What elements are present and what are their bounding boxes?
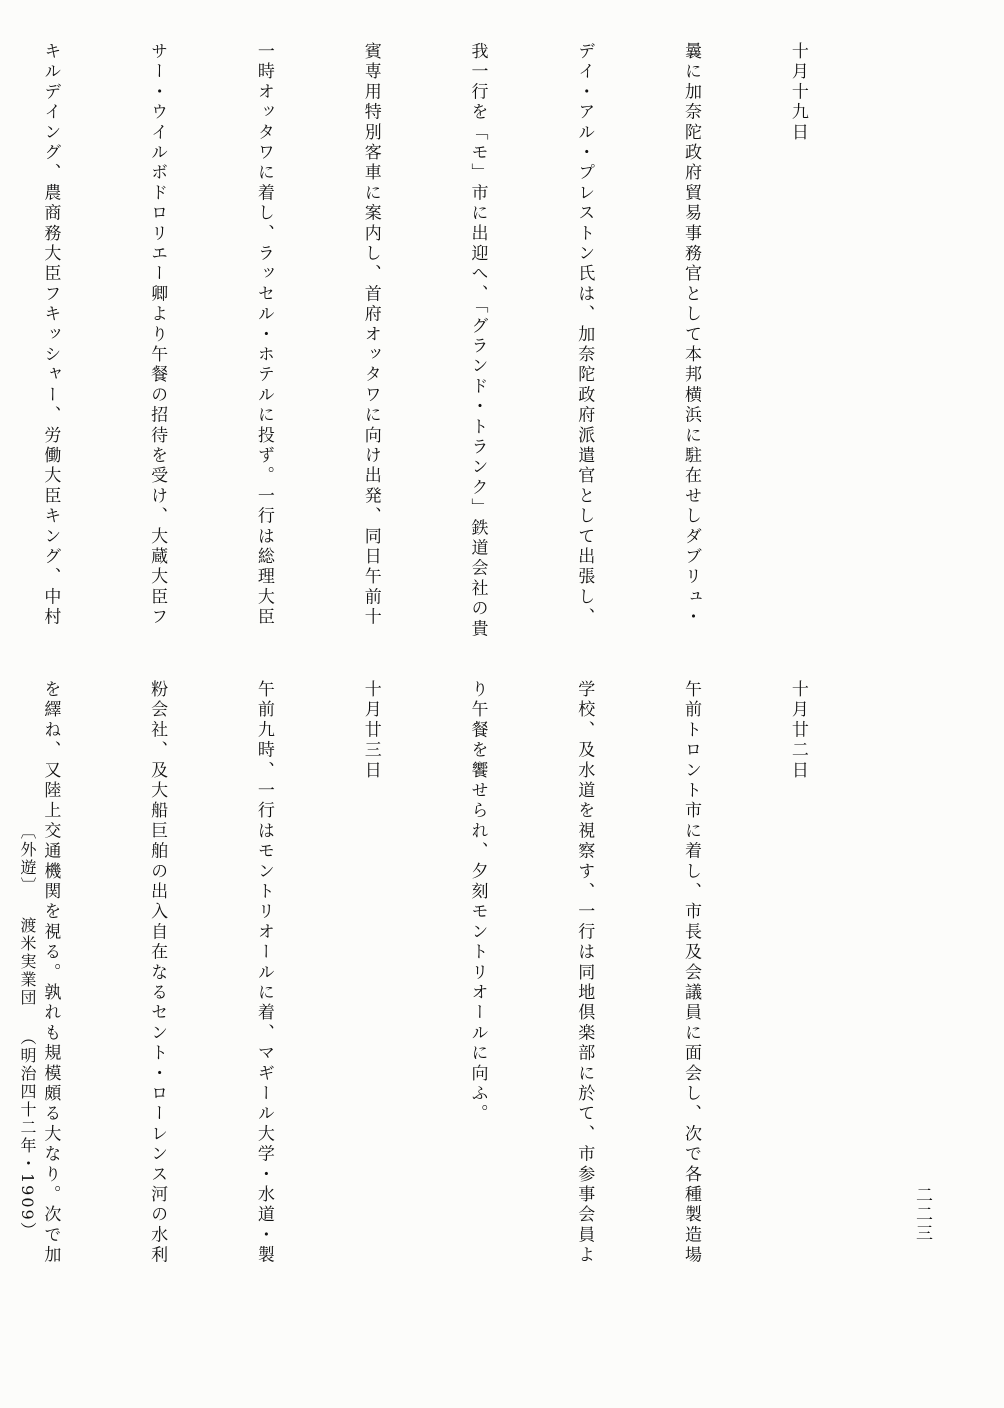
text-column: 曩に加奈陀政府貿易事務官として本邦横浜に駐在せしダブリュ・ [681,42,702,628]
text-column: デイ・アル・プレストン氏は、加奈陀政府派遣官として出張し、 [574,42,595,628]
running-header [18,795,58,1345]
header-title: 渡米実業団 [18,917,37,1008]
date-heading-oct-23: 十月廿三日 [360,680,381,781]
diary-entries-oct-19-21 [40,42,886,642]
text-column: 賓専用特別客車に案内し、首府オッタワに向け出発、同日午前十 [360,42,381,628]
date-heading-oct-22: 十月廿二日 [787,680,808,781]
text-column: り午餐を饗せられ、夕刻モントリオールに向ふ。 [467,680,488,1125]
text-column: 午前九時、一行はモントリオールに着、マギール大学・水道・製 [253,680,274,1266]
text-column: を繹ね、又陸上交通機関を視る。孰れも規模頗る大なり。次で加 [40,680,61,1266]
text-column: 午前トロント市に着し、市長及会議員に面会し、次で各種製造場 [681,680,702,1266]
date-heading-oct-19: 十月十九日 [787,42,808,143]
text-column: 粉会社、及大船巨舶の出入自在なるセント・ローレンス河の水利 [147,680,168,1266]
text-column: キルデイング、農商務大臣フキッシャー、労働大臣キング、中村 [40,42,61,628]
header-period: （明治四十二年・1909） [18,1029,37,1241]
text-column: サー・ウイルボドロリエー卿より午餐の招待を受け、大蔵大臣フ [147,42,168,628]
page-number: 二二三 [912,1186,932,1243]
text-column: 我一行を「モ」市に出迎へ、「グランド・トランク」鉄道会社の貴 [467,42,488,640]
header-section-label: 〔外遊〕 [18,823,37,896]
diary-entries-oct-22-24 [6,680,886,1380]
text-column: 一時オッタワに着し、ラッセル・ホテルに投ず。一行は総理大臣 [253,42,274,628]
text-column: 学校、及水道を視察す、一行は同地倶楽部に於て、市参事会員よ [574,680,595,1266]
